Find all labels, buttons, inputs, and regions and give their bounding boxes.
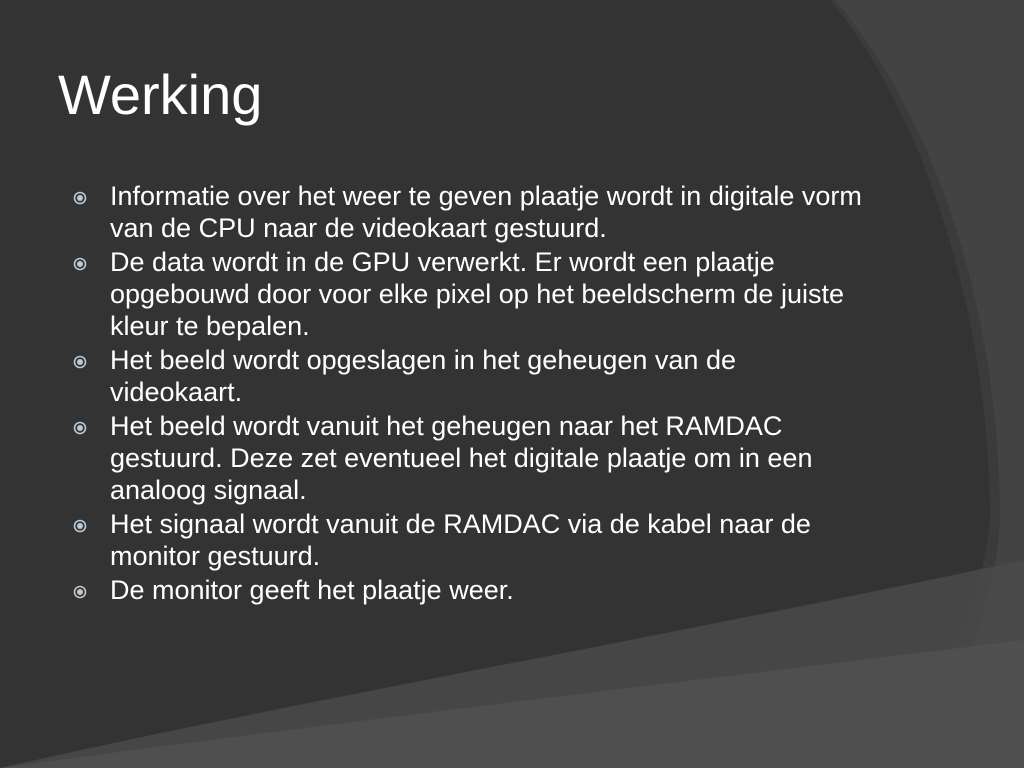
list-item-text: Het beeld wordt vanuit het geheugen naar het RAMDAC gestuurd. Deze zet eventueel het digitale plaatje om in een analoog signaal. — [110, 411, 813, 505]
list-item — [68, 508, 868, 572]
bullet-list — [68, 180, 868, 608]
circle-bullet-icon — [73, 585, 87, 599]
list-item — [68, 246, 868, 342]
list-item-text: Het signaal wordt vanuit de RAMDAC via de kabel naar de monitor gestuurd. — [110, 509, 811, 571]
list-item-text: De data wordt in de GPU verwerkt. Er wordt een plaatje opgebouwd door voor elke pixel op het beeldscherm de juiste kleur te bepalen. — [110, 247, 844, 341]
list-item — [68, 180, 868, 244]
list-item — [68, 574, 868, 606]
circle-bullet-icon — [73, 257, 87, 271]
list-item-text: Informatie over het weer te geven plaatje wordt in digitale vorm van de CPU naar de videokaart gestuurd. — [110, 181, 862, 243]
slide-title: Werking — [58, 63, 263, 126]
circle-bullet-icon — [73, 421, 87, 435]
circle-bullet-icon — [73, 355, 87, 369]
circle-bullet-icon — [73, 519, 87, 533]
list-item — [68, 344, 868, 408]
list-item-text: De monitor geeft het plaatje weer. — [110, 575, 514, 605]
circle-bullet-icon — [73, 191, 87, 205]
list-item — [68, 410, 868, 506]
list-item-text: Het beeld wordt opgeslagen in het geheugen van de videokaart. — [110, 345, 736, 407]
